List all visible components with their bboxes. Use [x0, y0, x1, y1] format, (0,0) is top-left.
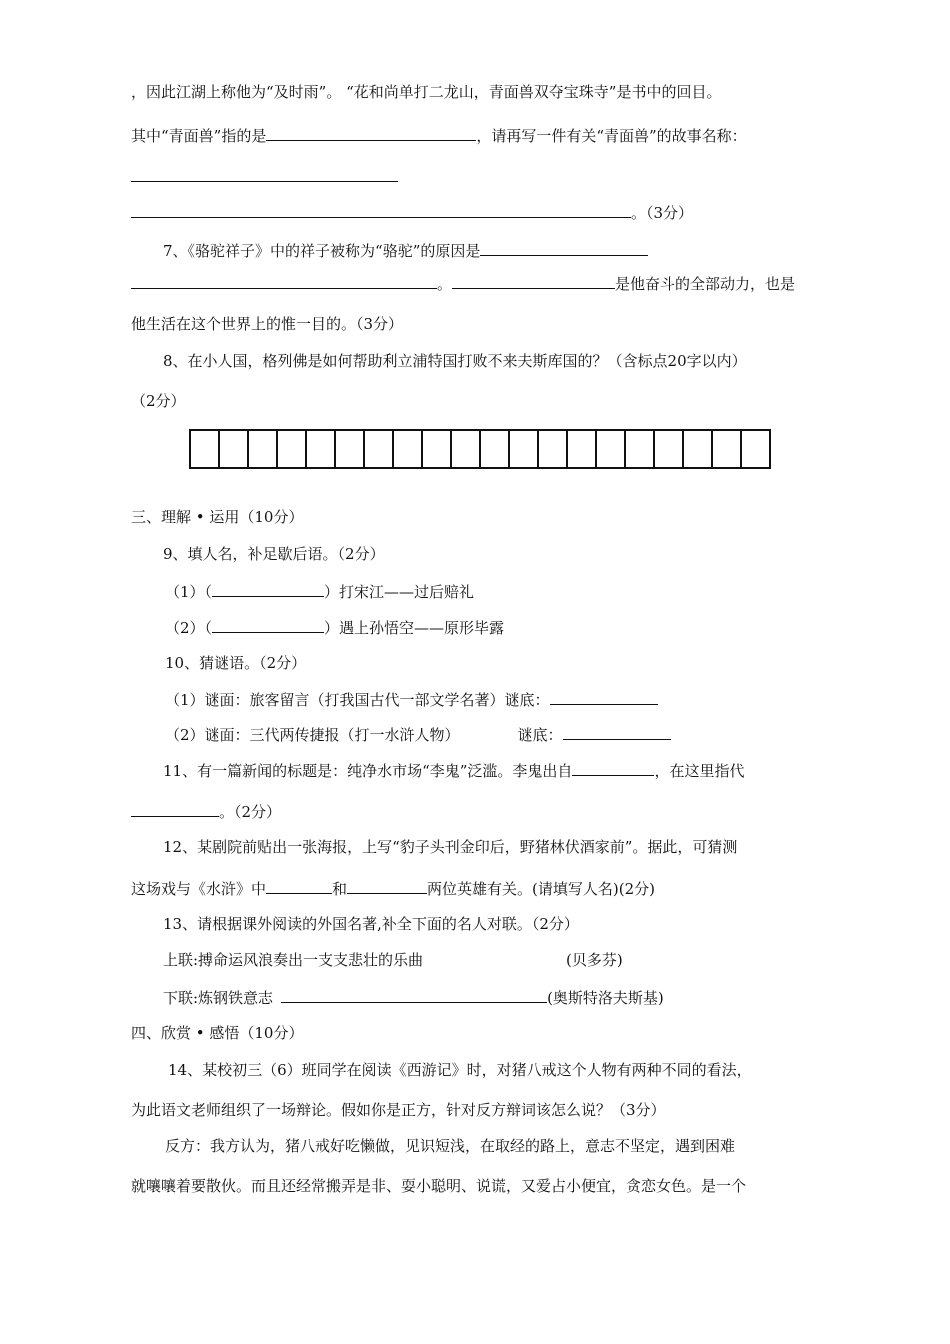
answer-cell[interactable]	[626, 429, 655, 469]
q10-item2-blank[interactable]	[563, 724, 671, 740]
answer-cell[interactable]	[278, 429, 307, 469]
q6-line1: ，因此江湖上称他为“及时雨”。 “花和尚单打二龙山，青面兽双夺宝珠寺”是书中的回目。	[131, 83, 722, 101]
q12-blank-2[interactable]	[347, 878, 427, 894]
q7-line2	[131, 273, 795, 294]
q6-line2-text-a: 其中“青面兽”指的是	[131, 127, 267, 145]
section3-title: 三、理解 • 运用（10分）	[131, 508, 304, 526]
q9-item1-suffix: ）打宋江——过后赔礼	[324, 583, 475, 601]
q9-item1-blank[interactable]	[212, 581, 324, 597]
q6-answer-blank-2[interactable]	[131, 181, 398, 182]
q14-line4: 就嚷嚷着要散伙。而且还经常搬弄是非、耍小聪明、说谎，又爱占小便宜，贪恋女色。是一个	[131, 1177, 747, 1195]
answer-cell[interactable]	[510, 429, 539, 469]
q9-item2-prefix: （2）（	[165, 619, 213, 637]
q10-item1	[165, 689, 658, 710]
q13-title: 13、请根据课外阅读的外国名著,补全下面的名人对联。（2分）	[163, 915, 579, 933]
answer-cell[interactable]	[365, 429, 394, 469]
q11-blank-1[interactable]	[572, 760, 654, 776]
q7-text-mid: 。	[437, 275, 453, 293]
q12-blank-1[interactable]	[266, 878, 332, 894]
section4-title: 四、欣赏 • 感悟（10分）	[131, 1024, 304, 1042]
q12-text-a: 这场戏与《水浒》中	[131, 880, 267, 898]
answer-cell[interactable]	[684, 429, 713, 469]
q10-title: 10、猜谜语。（2分）	[165, 654, 307, 672]
q6-answer-blank-1[interactable]	[266, 125, 476, 141]
q7-text-2: 是他奋斗的全部动力，也是	[615, 275, 796, 293]
q11-line1	[163, 760, 744, 781]
q7-answer-blank-3[interactable]	[452, 273, 615, 289]
q13-upper: 上联:搏命运风浪奏出一支支悲壮的乐曲	[163, 951, 424, 969]
q14-line1: 14、某校初三（6）班同学在阅读《西游记》时，对猪八戒这个人物有两种不同的看法，	[168, 1061, 752, 1079]
q6-answer-blank-3[interactable]	[131, 202, 631, 218]
answer-cell[interactable]	[742, 429, 771, 469]
q13-upper-note: (贝多芬)	[566, 951, 623, 969]
answer-cell[interactable]	[423, 429, 452, 469]
q9-item2	[165, 617, 504, 638]
answer-cell[interactable]	[191, 429, 220, 469]
q14-line3: 反方：我方认为，猪八戒好吃懒做，见识短浅，在取经的路上，意志不坚定，遇到困难	[165, 1137, 736, 1155]
q12-line1: 12、某剧院前贴出一张海报，上写“豹子头刊金印后，野猪林伏酒家前”。据此，可猜测	[163, 838, 738, 856]
answer-cell[interactable]	[394, 429, 423, 469]
q9-title: 9、填人名，补足歇后语。（2分）	[163, 545, 385, 563]
q11-score: 。（2分）	[219, 803, 282, 821]
q12-text-b: 和	[332, 880, 348, 898]
q10-item1-blank[interactable]	[550, 689, 658, 705]
q11-text-b: ，在这里指代	[654, 762, 745, 780]
q8-score: （2分）	[131, 392, 186, 410]
q6-score: 。（3分）	[631, 204, 694, 222]
q13-lower-note: (奥斯特洛夫斯基)	[547, 989, 664, 1007]
q7-line1	[163, 240, 648, 261]
q10-item2-answer-label: 谜底：	[517, 726, 563, 744]
answer-cell[interactable]	[220, 429, 249, 469]
answer-cell[interactable]	[713, 429, 742, 469]
q13-lower-text: 下联:炼钢铁意志	[163, 989, 274, 1007]
q10-item2-text: （2）谜面：三代两传捷报（打一水浒人物）	[165, 726, 460, 744]
q7-text-1: 7、《骆驼祥子》中的祥子被称为“骆驼”的原因是	[163, 242, 481, 260]
answer-cell[interactable]	[307, 429, 336, 469]
answer-cell[interactable]	[336, 429, 365, 469]
q8-line1: 8、在小人国，格列佛是如何帮助利立浦特国打败不来夫斯库国的？（含标点20字以内）	[163, 352, 747, 370]
q8-answer-grid[interactable]	[189, 429, 771, 469]
q10-item1-text: （1）谜面：旅客留言（打我国古代一部文学名著）谜底：	[165, 691, 550, 709]
q12-line2	[131, 878, 655, 899]
answer-cell[interactable]	[249, 429, 278, 469]
q13-lower-blank[interactable]	[281, 987, 547, 1003]
q12-text-c: 两位英雄有关。(请填写人名)(2分)	[427, 880, 655, 898]
q11-blank-2[interactable]	[131, 801, 219, 817]
q14-line2: 为此语文老师组织了一场辩论。假如你是正方，针对反方辩词该怎么说？（3分）	[131, 1101, 666, 1119]
q11-line2	[131, 801, 281, 822]
q11-text-a: 11、有一篇新闻的标题是：纯净水市场“李鬼”泛滥。李鬼出自	[163, 762, 573, 780]
answer-cell[interactable]	[597, 429, 626, 469]
q6-line4	[131, 202, 693, 223]
answer-cell[interactable]	[568, 429, 597, 469]
answer-cell[interactable]	[481, 429, 510, 469]
q7-answer-blank-2[interactable]	[131, 273, 437, 289]
q6-line2	[131, 125, 747, 146]
q10-item2	[165, 724, 671, 745]
q9-item1-prefix: （1）（	[165, 583, 213, 601]
q9-item2-suffix: ）遇上孙悟空——原形毕露	[324, 619, 505, 637]
q13-lower	[163, 987, 664, 1008]
answer-cell[interactable]	[539, 429, 568, 469]
answer-cell[interactable]	[452, 429, 481, 469]
q9-item1	[165, 581, 474, 602]
q7-line3: 他生活在这个世界上的惟一目的。（3分）	[131, 315, 404, 333]
q9-item2-blank[interactable]	[212, 617, 324, 633]
q7-answer-blank-1[interactable]	[480, 240, 648, 256]
answer-cell[interactable]	[655, 429, 684, 469]
q6-line2-text-b: ，请再写一件有关“青面兽”的故事名称：	[476, 127, 747, 145]
